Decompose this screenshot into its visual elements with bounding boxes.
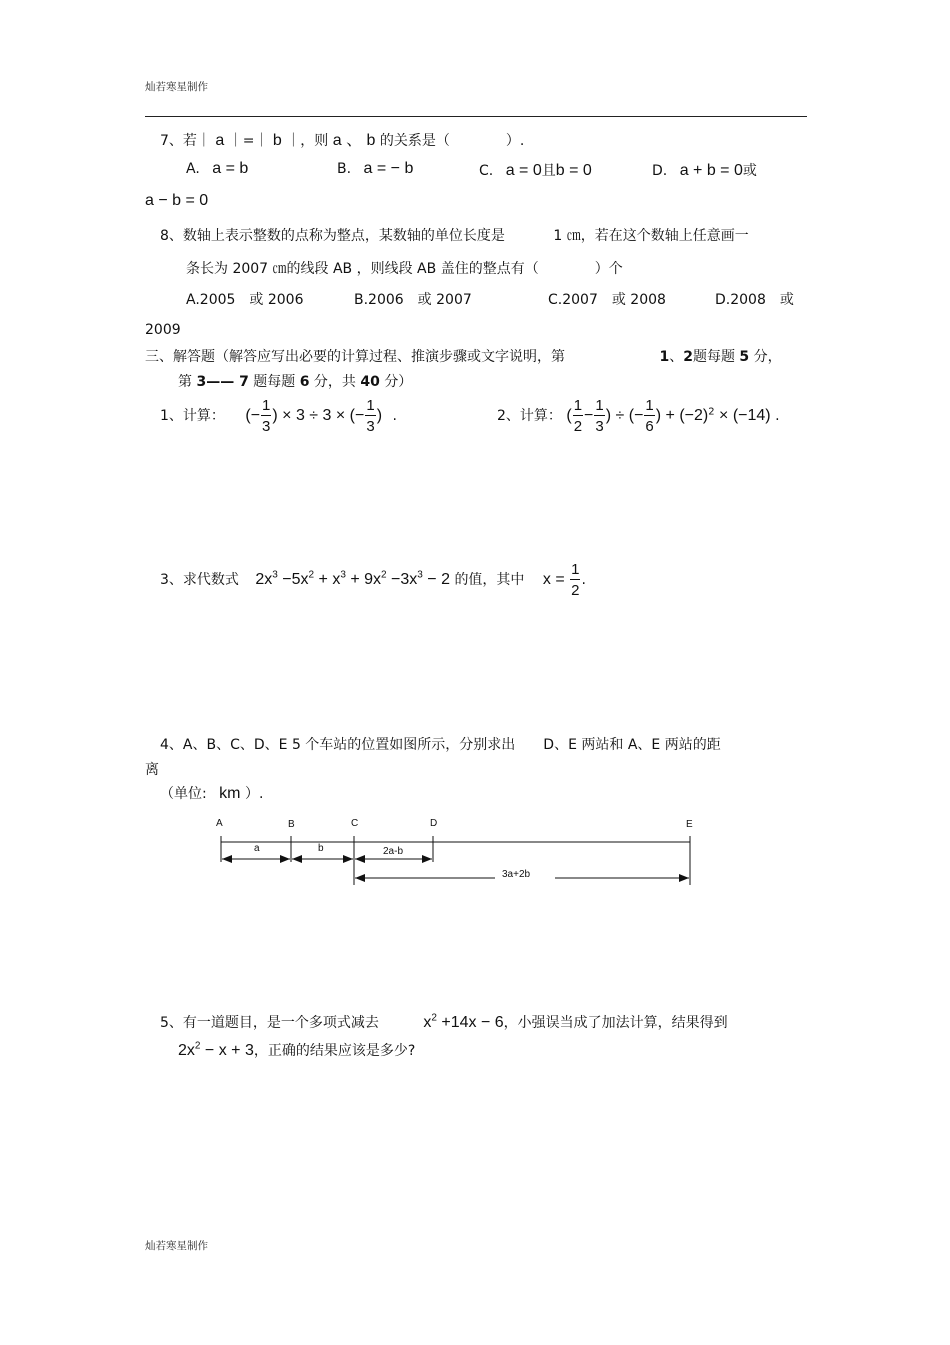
point-label-a: A	[216, 818, 223, 829]
q7-stem-text: 7、若｜	[160, 133, 211, 149]
q7-equal-abs: ｜=｜	[228, 133, 269, 149]
option-math: a = 0	[505, 162, 542, 179]
point-label-e: E	[686, 819, 693, 830]
q8-option-c: C.2007 或 2008	[548, 292, 666, 308]
q8-line1	[160, 225, 749, 245]
unit-text: ）.	[244, 786, 264, 802]
problem-label: 1、计算：	[160, 408, 225, 424]
q7-option-d-cont: a − b = 0	[145, 192, 209, 209]
score-num: 6	[299, 374, 310, 390]
q8-line1-text: 8、数轴上表示整数的点称为整点，某数轴的单位长度是	[160, 228, 505, 244]
score-text: 分，	[753, 349, 782, 365]
fraction	[365, 398, 375, 434]
unit-text: （单位:	[160, 786, 207, 802]
numerator: 1	[645, 397, 654, 414]
polynomial	[423, 1014, 503, 1031]
option-math: a + b = 0	[679, 162, 743, 179]
option-math: a = b	[212, 160, 249, 177]
problem-4-line1: 4、A、B、C、D、E 5 个车站的位置如图所示，分别求出 D、E 两站和 A、E 两站的距	[160, 737, 721, 753]
header-rule	[145, 116, 807, 117]
score-num: 3—— 7	[196, 374, 249, 390]
segment-label-b: b	[318, 843, 324, 854]
term: + x	[314, 571, 341, 588]
segment-label-3a2b: 3a+2b	[502, 869, 531, 880]
point-label-c: C	[351, 818, 359, 829]
problem-4-line2: 离	[145, 762, 159, 778]
score-num: 40	[360, 374, 380, 390]
term: 2x	[255, 571, 273, 588]
numerator: 1	[571, 561, 580, 578]
section3-text: 分，共	[313, 374, 356, 390]
exponent: 2	[381, 569, 387, 581]
fraction	[261, 398, 271, 434]
fraction	[594, 398, 604, 434]
fraction	[570, 562, 580, 598]
term: −3x	[386, 571, 418, 588]
q7-option-c	[479, 160, 592, 180]
option-label: A.	[186, 161, 200, 177]
segment-label-a: a	[254, 843, 260, 854]
q7-vars: a 、 b	[332, 132, 376, 149]
term: −5x	[277, 571, 309, 588]
problem-5-line1	[160, 1012, 728, 1032]
denominator: 3	[595, 418, 604, 435]
paren-open: (−	[245, 407, 261, 424]
station-diagram	[200, 810, 720, 895]
option-connector: 且	[541, 163, 556, 179]
problem-text: ，小强误当成了加法计算，结果得到	[503, 1015, 728, 1031]
q7-option-d	[652, 160, 757, 180]
section3-heading	[145, 346, 782, 366]
option-label: B.	[337, 161, 352, 177]
exponent: 3	[417, 569, 423, 581]
q7-option-a	[186, 160, 248, 178]
score-num: 1	[659, 349, 670, 365]
numerator: 1	[366, 397, 375, 414]
q8-option-d: D.2008 或	[715, 292, 794, 308]
score-num: 5	[739, 349, 750, 365]
numerator: 1	[262, 397, 271, 414]
term: 2x	[178, 1042, 195, 1059]
q8-line1-text: 1 ㎝，若在这个数轴上任意画一	[553, 228, 749, 244]
q7-stem	[160, 127, 524, 150]
q8-option-b: B.2006 或 2007	[354, 292, 472, 308]
problem-text: 5、有一道题目，是一个多项式减去	[160, 1015, 379, 1031]
q7-option-b	[337, 160, 413, 178]
problem-5-line2	[178, 1040, 415, 1060]
expression-end: .	[581, 572, 586, 588]
q8-option-d-cont: 2009	[145, 322, 181, 338]
term: x	[423, 1014, 432, 1031]
denominator: 2	[571, 582, 580, 599]
option-label: C.	[479, 163, 494, 179]
q8-line2: 条长为 2007 ㎝的线段 AB ，则线段 AB 盖住的整点有（ ）个	[186, 261, 623, 277]
denominator: 6	[645, 418, 654, 435]
score-text: 题每题	[692, 349, 735, 365]
fraction	[644, 398, 654, 434]
section3-scores	[659, 349, 781, 365]
section3-text: 题每题	[253, 374, 296, 390]
section3-text: 三、解答题（解答应写出必要的计算过程、推演步骤或文字说明，第	[145, 349, 565, 365]
numerator: 1	[573, 397, 583, 414]
paren-close: ) ÷ (−	[605, 407, 644, 424]
denominator: 3	[262, 418, 271, 435]
problem-label: 3、求代数式	[160, 572, 239, 588]
option-math: b = 0	[555, 162, 592, 179]
point-label-d: D	[430, 818, 438, 829]
q7-stem-text: ｜，则	[286, 133, 329, 149]
exponent: 2	[708, 406, 715, 418]
exponent: 2	[431, 1012, 437, 1024]
score-num: 2	[683, 349, 693, 365]
option-label: D.	[652, 163, 668, 179]
problem-1	[160, 398, 397, 434]
footer-watermark: 灿若寒星制作	[145, 1240, 208, 1252]
expression-tail: + (−2)	[665, 407, 709, 424]
expression-mid: × 3 ÷ 3 ×	[282, 407, 346, 424]
paren-close: )	[655, 407, 662, 424]
x-equals: x =	[542, 571, 565, 588]
option-connector: 或	[742, 163, 757, 179]
expression-tail: × (−14)	[719, 407, 771, 424]
section3-text: 分）	[384, 374, 413, 390]
paren-open: (	[566, 407, 572, 424]
expression-end: .	[775, 408, 780, 424]
exponent: 2	[308, 569, 315, 581]
problem-3	[160, 562, 586, 598]
segment-label-2a-b: 2a-b	[383, 846, 404, 857]
q7-var-b: b	[272, 132, 282, 149]
point-label-b: B	[288, 819, 295, 830]
section3-text: 第	[178, 374, 192, 390]
fraction	[573, 398, 583, 434]
denominator: 2	[573, 418, 583, 435]
term: − x + 3	[200, 1042, 254, 1059]
polynomial	[178, 1042, 254, 1059]
expression-end: .	[392, 408, 397, 424]
q7-stem-end: 的关系是（ ）.	[379, 133, 525, 149]
q7-var-a: a	[215, 132, 225, 149]
denominator: 3	[366, 418, 375, 435]
exponent: 3	[340, 569, 346, 581]
problem-2	[497, 398, 780, 434]
header-watermark: 灿若寒星制作	[145, 81, 208, 93]
polynomial	[255, 571, 450, 588]
problem-text: 的值，其中	[454, 572, 525, 588]
operator-minus: −	[584, 407, 594, 424]
numerator: 1	[595, 397, 604, 414]
option-math: a = − b	[363, 160, 414, 177]
score-sep: 、	[669, 349, 684, 365]
paren-close: )	[376, 407, 383, 424]
unit-km: km	[219, 785, 241, 802]
term: − 2	[422, 571, 450, 588]
exponent: 3	[272, 569, 278, 581]
problem-label: 2、计算：	[497, 408, 562, 424]
q8-option-a: A.2005 或 2006	[186, 292, 304, 308]
problem-4-unit	[160, 783, 263, 803]
paren-open: (−	[349, 407, 365, 424]
exponent: 2	[194, 1040, 201, 1052]
section3-heading-cont	[178, 371, 412, 391]
term: +14x − 6	[436, 1014, 504, 1031]
term: + 9x	[345, 571, 382, 588]
problem-text: ，正确的结果应该是多少?	[253, 1043, 416, 1059]
paren-close: )	[272, 407, 278, 424]
